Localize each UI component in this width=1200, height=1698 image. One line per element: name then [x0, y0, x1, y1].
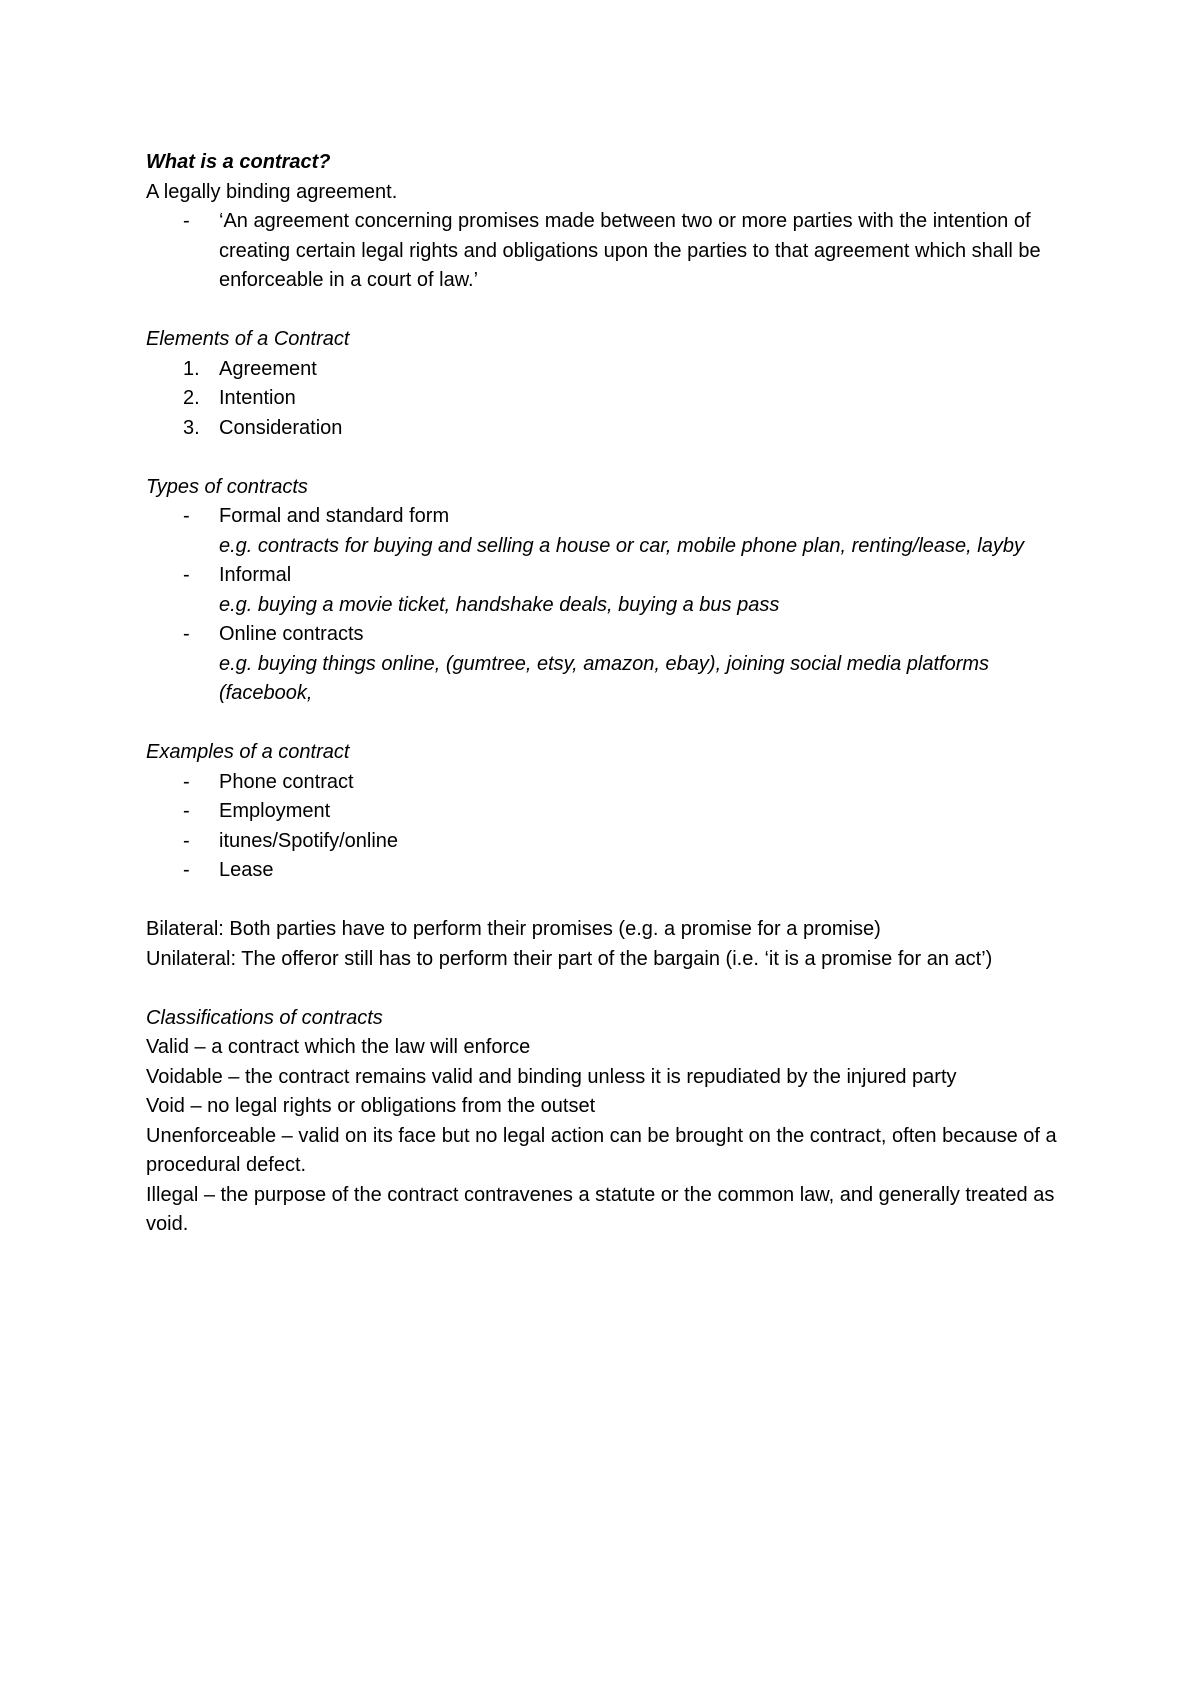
classification-void: Void – no legal rights or obligations from the outset [146, 1095, 596, 1117]
list-item-label: Informal [219, 564, 292, 586]
list-item [146, 207, 1076, 296]
list-item [146, 502, 1076, 561]
section-heading-elements: Elements of a Contract [146, 328, 350, 350]
bullet-dash: - [183, 505, 190, 527]
classification-unenforceable: Unenforceable – valid on its face but no legal action can be brought on the contract, often because of a procedural defect. [146, 1124, 1057, 1176]
definition-list [146, 207, 1076, 296]
list-item [146, 384, 1076, 414]
list-number: 2. [183, 387, 200, 409]
list-item-label: Employment [219, 800, 331, 822]
list-number: 1. [183, 357, 200, 380]
section-heading-what-is-contract: What is a contract? [146, 151, 331, 173]
bullet-dash: - [183, 770, 190, 793]
list-item [146, 561, 1076, 620]
spacer [146, 709, 1076, 739]
examples-list [146, 768, 1076, 886]
classification-valid: Valid – a contract which the law will enforce [146, 1036, 531, 1058]
list-item [146, 797, 1076, 827]
list-number: 3. [183, 416, 200, 439]
list-item-label: Lease [219, 859, 274, 881]
list-item [146, 768, 1076, 798]
list-item [146, 856, 1076, 886]
spacer [146, 974, 1076, 1004]
list-item-label: Phone contract [219, 770, 354, 793]
list-item [146, 355, 1076, 385]
definition-quote: ‘An agreement concerning promises made between two or more parties with the intention of creating certain legal rights and obligations upon the parties to that agreement which shall be enforceable in a court of law.’ [219, 210, 1041, 291]
bullet-dash: - [183, 210, 190, 232]
document-body [146, 148, 1076, 1240]
classification-illegal: Illegal – the purpose of the contract contravenes a statute or the common law, and generally treated as void. [146, 1183, 1055, 1235]
list-item-label: Intention [219, 387, 296, 409]
list-item [146, 620, 1076, 709]
list-item-example: e.g. contracts for buying and selling a house or car, mobile phone plan, renting/lease, layby [219, 534, 1024, 557]
list-item-label: itunes/Spotify/online [219, 829, 399, 852]
section-heading-types: Types of contracts [146, 475, 308, 498]
classification-voidable: Voidable – the contract remains valid and binding unless it is repudiated by the injured party [146, 1065, 957, 1088]
spacer [146, 886, 1076, 916]
list-item-label: Online contracts [219, 623, 364, 645]
list-item-label: Formal and standard form [219, 505, 450, 527]
bullet-dash: - [183, 829, 190, 852]
bullet-dash: - [183, 564, 190, 586]
spacer [146, 443, 1076, 473]
elements-list [146, 355, 1076, 444]
spacer [146, 296, 1076, 326]
bilateral-definition: Bilateral: Both parties have to perform their promises (e.g. a promise for a promise) [146, 918, 881, 940]
bullet-dash: - [183, 623, 190, 645]
list-item-example: e.g. buying things online, (gumtree, etsy, amazon, ebay), joining social media platforms (facebook, [219, 652, 990, 704]
list-item-example: e.g. buying a movie ticket, handshake deals, buying a bus pass [219, 593, 780, 616]
unilateral-definition: Unilateral: The offeror still has to perform their part of the bargain (i.e. ‘it is a promise for an act’) [146, 947, 993, 970]
list-item [146, 827, 1076, 857]
bullet-dash: - [183, 859, 190, 881]
section-heading-examples: Examples of a contract [146, 741, 350, 763]
list-item-label: Consideration [219, 416, 343, 439]
list-item [146, 414, 1076, 444]
types-list [146, 502, 1076, 709]
bullet-dash: - [183, 800, 190, 822]
list-item-label: Agreement [219, 357, 317, 380]
section-heading-classifications: Classifications of contracts [146, 1006, 383, 1029]
contract-definition: A legally binding agreement. [146, 180, 398, 203]
